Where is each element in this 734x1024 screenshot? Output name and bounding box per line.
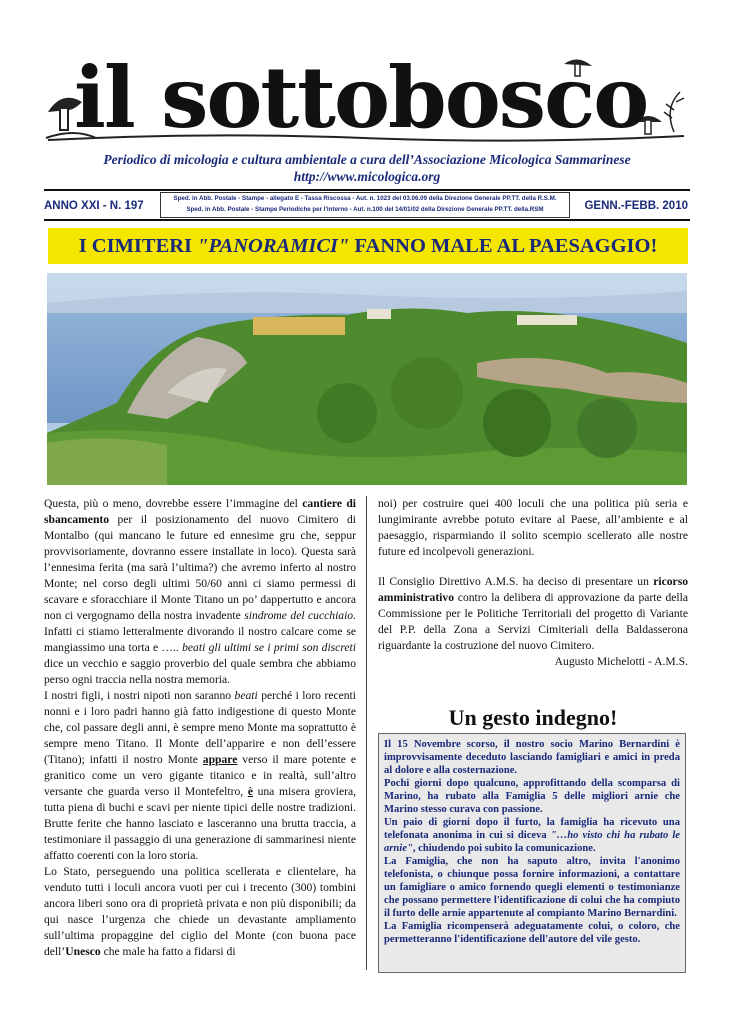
text: Il Consiglio Direttivo A.M.S. ha deciso di presentare un [378,575,654,588]
signature: Augusto Michelotti - A.M.S. [554,655,688,668]
notice-box [378,733,686,973]
text: I nostri figli, i nostri nipoti non saranno [44,689,235,702]
article-right-column [378,496,688,670]
website-link[interactable]: http://www.micologica.org [293,169,441,184]
issue-date: GENN.-FEBB. 2010 [584,200,688,212]
headline-part-2: "PANORAMICI" [197,235,350,257]
paragraph: noi) per costruire quei 400 loculi che una politica più seria e lungimirante avrebbe potuto evitare al Paese, all’ambiente e al paesaggio, risparmiando il solito scempio scellerato alle nostre future ed incolpevoli generazioni. [378,497,688,558]
text: dice un vecchio e saggio proverbio del quale sembra che abbiamo perso ogni traccia nella nostra memoria. [44,657,356,686]
box-title: Un gesto indegno! [448,705,618,730]
text: Lo Stato, perseguendo una politica scellerata e clientelare, ha venduto tutti i loculi ancora vuoti per cui i trecento (300) tombini ancora liberi sono ora di proprietà privata e non più disponibili; da qui nasce l’urgenza che chiede un devastante ampliamento sull’ultima propaggine del ciglio del Monte (con buona pace dell’ [44,865,356,958]
column-divider [366,496,367,970]
text: , chiudendo poi subito la comunicazione. [412,843,596,854]
text: Infatti ci stiamo letteralmente divorando il nostro calcare come se mangiassimo una torta e ….. [44,625,356,654]
headline [48,228,688,264]
postal-line-2: Sped. in Abb. Postale - Stampe Periodiche per l'interno - Aut. n.100 del 14/01/02 della Direzione Generale PP.TT. della.RSM [186,206,544,213]
logo-wordmark: il sottobosco [74,48,648,147]
text-underlined: appare [202,753,238,766]
box-paragraph: Il 15 Novembre scorso, il nostro socio Marino Bernardini è improvvisamente deceduto lasciando famigliari e amici in preda al dolore e alla costernazione. [384,739,680,776]
divider [44,189,690,191]
text-bold: cantiere di sbancamento [44,497,356,526]
text-bold: Unesco [65,945,101,958]
subtitle [44,151,690,185]
masthead [44,48,690,150]
article-left-column [44,496,356,960]
text: Questa, più o meno, dovrebbe essere l’immagine del [44,497,303,510]
text: per il posizionamento del nuovo Cimitero di Montalbo (qui mancano le future ed ennesime gru che, seppur provvisoriamente, dovranno essere installate in loco). Questa sarà l’ennesima ferita (ma sarà l’ultima?) che avremo inferto al nostro Monte; nel corso degli ultimi 50/60 anni ci siamo permessi di scavare e sforacchiare il Monte Titano un po’ dappertutto e ancora non ci vergognamo della nostra invadente [44,513,356,622]
text: Un paio di giorni dopo il furto, la famiglia ha ricevuto una telefonata anonima in cui si diceva [384,817,680,841]
text-italic: sindrome del cucchiaio. [244,609,356,622]
paragraph [44,864,356,960]
text-italic: beati gli ultimi se i primi son discreti [182,641,356,654]
text-bold: ricorso amministrativo [378,575,688,604]
paragraph [378,574,688,654]
box-paragraph: Pochi giorni dopo qualcuno, approfittando della scomparsa di Marino, ha rubato alla Famiglia 5 delle migliori arnie che Marino stesso curava con passione. [384,778,680,815]
landscape-photo [47,273,687,485]
issue-number: ANNO XXI - N. 197 [44,200,144,212]
text-italic: beati [234,689,258,702]
postal-line-1: Sped. in Abb. Postale - Stampe - allegato E - Tassa Riscossa - Aut. n. 1023 del 03.06.09 della Direzione Generale PP.TT. della R.S.M. [173,195,557,202]
text: una misera groviera, tutta piena di buchi e scavi per niente tipici delle nostre tradizioni. Brutte ferite che hanno lasciato e lasceranno una brutta traccia, a testimoniare il passaggio di una generazione di sammarinesi niente affatto coerenti con la loro storia. [44,785,356,862]
subtitle-text: Periodico di micologia e cultura ambientale a cura dell’Associazione Micologica Sammarinese [103,152,631,167]
headline-part-1: I CIMITERI [78,235,198,257]
paragraph [44,688,356,864]
text: contro la delibera di approvazione da parte della Commissione per le Politiche Territoriali del progetto di Variante del P.P. della Zona a Servizi Cimiteriali della Baldasserona riguardante la costruzione del nuovo Cimitero. [378,591,688,652]
headline-part-3: FANNO MALE AL PAESAGGIO! [349,235,658,257]
box-paragraph: La Famiglia, che non ha saputo altro, invita l'anonimo telefonista, o chiunque possa fornire informazioni, a contattare un famigliare o amico fornendo quegli elementi o testimonianze che possano permettere l'identificazione di colui che ha compiuto il furto delle arnie appartenute al compianto Marino Bernardini. [384,856,680,919]
text: verso il mare potente e granitico come un vero gigante titanico e in realtà, sull’altro versante che guarda verso il Montefeltro, [44,753,356,798]
text: perché i loro recenti nonni e i loro padri hanno già fatto indigestione di questo Monte che, col passare degli anni, è sempre meno Monte ma soprattutto è sempre meno Titano. Il Monte dell’apparire e non dell’essere (Titano); infatti il nostro Monte [44,689,356,766]
paragraph [44,496,356,688]
divider [44,219,690,221]
postal-info [160,192,570,218]
text: che male ha fatto a fidarsi di [100,945,236,958]
box-paragraph [384,816,680,855]
text-underlined: è [247,785,253,798]
text-italic: "…ho visto chi ha rubato le arnie" [384,830,680,854]
box-paragraph: La Famiglia ricompenserà adeguatamente colui, o coloro, che permetteranno l'identificazione dell'autore del vile gesto. [384,921,680,945]
